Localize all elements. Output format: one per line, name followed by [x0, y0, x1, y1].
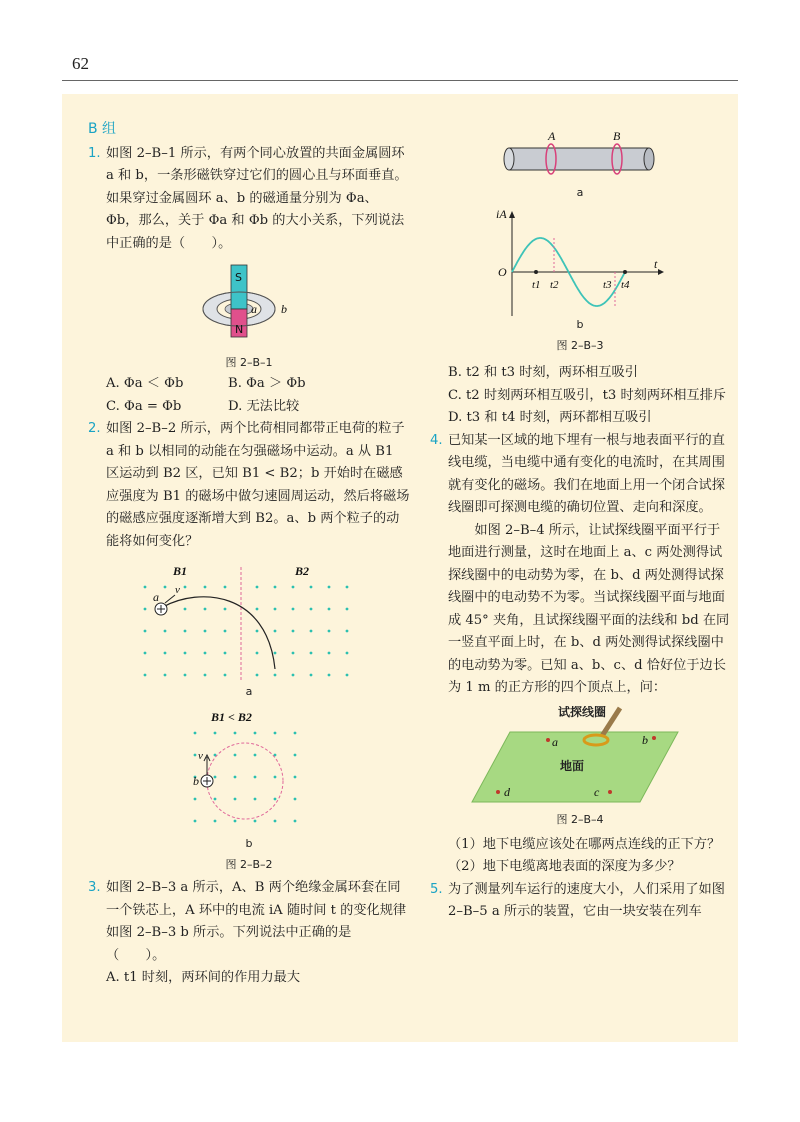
- right-column: [430, 118, 730, 924]
- question-3: [88, 877, 410, 967]
- question-text: 为了测量列车运行的速度大小，人们采用了如图 2–B–5 a 所示的装置，它由一块安装在列车: [448, 881, 725, 919]
- option-c: C. t2 时刻两环相互吸引，t3 时刻两环相互排斥: [448, 387, 726, 403]
- header-rule: [62, 80, 738, 81]
- question-1: [88, 143, 410, 256]
- field-dot: [346, 630, 349, 633]
- field-dot: [194, 754, 197, 757]
- field-dot: [214, 776, 217, 779]
- sub-question-2: （2）地下电缆离地表面的深度为多少？: [448, 859, 681, 874]
- field-dot: [294, 754, 297, 757]
- option-d: D. 无法比较: [228, 398, 300, 414]
- option-b: B. t2 和 t3 时刻，两环相互吸引: [448, 365, 638, 380]
- question-4: [430, 430, 730, 520]
- figure-caption: 图 2–B–2: [225, 858, 273, 871]
- current-time-graph: [490, 208, 670, 318]
- field-relation-label: B1 < B2: [211, 710, 252, 724]
- field-dot: [346, 674, 349, 677]
- field-dot: [274, 674, 277, 677]
- t2-label: t2: [550, 279, 559, 291]
- magnet-rings-diagram: [189, 261, 309, 347]
- field-dot: [346, 586, 349, 589]
- field-dot: [328, 652, 331, 655]
- point-b-label: b: [642, 732, 648, 747]
- field-dot: [346, 608, 349, 611]
- field-dot: [328, 608, 331, 611]
- t4-label: t4: [621, 279, 630, 291]
- subfigure-label: a: [576, 186, 584, 199]
- ground-coil-diagram: [470, 706, 690, 806]
- field-dot: [224, 608, 227, 611]
- field-dot: [234, 754, 237, 757]
- field-dot: [310, 586, 313, 589]
- question-text: 如图 2–B–2 所示，两个比荷相同都带正电荷的粒子 a 和 b 以相同的动能在匀强磁场中运动。a 从 B1 区运动到 B2 区，已知 B1 < B2；b 开始时在磁感应强度为 B1 的磁场中做匀速圆周运动，然后将磁场的磁感应强度逐渐增大到 B2。a、b 两个粒子的动能将如何变化？: [106, 421, 410, 549]
- ring-B-label: B: [613, 129, 621, 143]
- velocity-label: v: [175, 584, 180, 596]
- field-dot: [234, 732, 237, 735]
- field-dot: [294, 820, 297, 823]
- field-dot: [294, 798, 297, 801]
- field-dot: [224, 586, 227, 589]
- question-2: [88, 418, 410, 553]
- circular-motion-diagram: [189, 709, 309, 837]
- subfigure-label: b: [576, 318, 584, 331]
- field-dot: [294, 732, 297, 735]
- b2-label: B2: [295, 565, 310, 578]
- field-dot: [184, 630, 187, 633]
- option-c: C. Φa = Φb: [106, 398, 182, 414]
- sub-question-1: （1）地下电缆应该处在哪两点连线的正下方？: [448, 836, 721, 852]
- field-dot: [214, 732, 217, 735]
- field-dot: [294, 776, 297, 779]
- particle-a-label: a: [153, 590, 159, 604]
- b1-label: B1: [173, 565, 188, 578]
- left-column: [88, 118, 410, 990]
- question-text: 已知某一区域的地下埋有一根与地表面平行的直线电缆，当电缆中通有变化的电流时，在其周围就有变化的磁场。我们在地面上用一个闭合试探线圈即可探测电缆的确切位置、走向和深度。: [448, 432, 725, 515]
- field-dot: [204, 674, 207, 677]
- t3-label: t3: [603, 279, 612, 291]
- particle-b-label: b: [193, 774, 199, 788]
- field-dot: [214, 820, 217, 823]
- field-dot: [224, 630, 227, 633]
- coil-label: 试探线圈: [558, 705, 607, 719]
- field-dot: [194, 732, 197, 735]
- field-dot: [144, 608, 147, 611]
- field-dot: [184, 608, 187, 611]
- origin-label: O: [498, 265, 507, 279]
- point-c-label: c: [594, 784, 600, 799]
- option-a: A. t1 时刻，两环间的作用力最大: [106, 970, 301, 985]
- field-dot: [204, 630, 207, 633]
- field-dot: [184, 674, 187, 677]
- field-dot: [310, 630, 313, 633]
- figure-2-B-1: [88, 261, 410, 371]
- field-dot: [292, 652, 295, 655]
- field-dot: [310, 652, 313, 655]
- field-dot: [256, 652, 259, 655]
- field-dot: [274, 652, 277, 655]
- magnetic-field-regions-diagram: [139, 565, 359, 683]
- field-dot: [144, 652, 147, 655]
- velocity-label: v: [198, 750, 203, 762]
- question-number: 4.: [430, 432, 443, 448]
- field-dot: [274, 820, 277, 823]
- figure-caption: 图 2–B–1: [225, 356, 273, 369]
- field-dot: [256, 586, 259, 589]
- field-dot: [164, 674, 167, 677]
- field-dot: [328, 630, 331, 633]
- field-dot: [184, 586, 187, 589]
- group-title: B 组: [88, 121, 117, 137]
- question-4-paragraph: 如图 2–B–4 所示，让试探线圈平面平行于地面进行测量，这时在地面上 a、c 两处测得试探线圈中的电动势为零，在 b、d 两处测得试探线圈中的电动势不为零。当试探线圈平面与地面成 45° 夹角，且试探线圈平面的法线和 bd 在同一竖直平面上时，在 b、d 两处测得试探线圈中的电动势为零。已知 a、b、c、d 恰好位于边长为 1 m 的正方形的四个顶点上，问：: [448, 522, 730, 695]
- field-dot: [164, 652, 167, 655]
- field-dot: [164, 630, 167, 633]
- field-dot: [274, 776, 277, 779]
- question-5: [430, 879, 730, 924]
- field-dot: [204, 608, 207, 611]
- question-text: 如图 2–B–3 a 所示，A、B 两个绝缘金属环套在同一个铁芯上，A 环中的电流 iA 随时间 t 的变化规律如图 2–B–3 b 所示。下列说法中正确的是（ ）。: [106, 880, 407, 963]
- field-dot: [144, 586, 147, 589]
- figure-2-B-4: [430, 706, 730, 828]
- question-number: 5.: [430, 881, 443, 897]
- field-dot: [234, 820, 237, 823]
- t1-label: t1: [532, 279, 541, 291]
- field-dot: [292, 608, 295, 611]
- field-dot: [256, 674, 259, 677]
- field-dot: [164, 586, 167, 589]
- field-dot: [224, 652, 227, 655]
- field-dot: [292, 674, 295, 677]
- field-dot: [204, 586, 207, 589]
- field-dot: [292, 630, 295, 633]
- option-b: B. Φa ＞ Φb: [228, 376, 306, 391]
- figure-2-B-2a: [88, 565, 410, 699]
- field-dot: [274, 586, 277, 589]
- ring-A-label: A: [548, 129, 556, 143]
- field-dot: [292, 586, 295, 589]
- field-dot: [274, 608, 277, 611]
- field-dot: [346, 652, 349, 655]
- question-text: 如图 2–B–1 所示，有两个同心放置的共面金属圆环 a 和 b，一条形磁铁穿过它们的圆心且与环面垂直。如果穿过金属圆环 a、b 的磁通量分别为 Φa、Φb，那么，关于 Φa 和 Φb 的大小关系，下列说法中正确的是（ ）。: [106, 145, 408, 251]
- field-dot: [214, 798, 217, 801]
- figure-caption: 图 2–B–4: [556, 812, 604, 826]
- question-number: 3.: [88, 880, 101, 895]
- field-dot: [234, 776, 237, 779]
- field-dot: [328, 674, 331, 677]
- field-dot: [274, 630, 277, 633]
- field-dot: [256, 608, 259, 611]
- field-dot: [254, 820, 257, 823]
- magnet-s-label: S: [235, 271, 242, 284]
- figure-2-B-2b: [88, 709, 410, 873]
- ring-a-label: a: [251, 302, 257, 316]
- field-dot: [274, 798, 277, 801]
- magnet-n-label: N: [235, 323, 244, 336]
- field-dot: [144, 630, 147, 633]
- field-dot: [274, 732, 277, 735]
- q1-options: [88, 373, 410, 418]
- field-dot: [328, 586, 331, 589]
- point-d-label: d: [504, 784, 510, 799]
- t-axis-label: t: [654, 257, 658, 271]
- field-dot: [224, 674, 227, 677]
- subfigure-label: b: [245, 837, 253, 850]
- point-a-label: a: [552, 734, 558, 749]
- figure-2-B-3a: [430, 126, 730, 200]
- field-dot: [310, 674, 313, 677]
- question-number: 1.: [88, 145, 101, 161]
- page-number: 62: [72, 54, 89, 73]
- field-dot: [310, 608, 313, 611]
- option-d: D. t3 和 t4 时刻，两环都相互吸引: [448, 410, 652, 425]
- field-dot: [254, 754, 257, 757]
- subfigure-label: a: [245, 685, 253, 698]
- y-axis-label: iA: [496, 208, 507, 221]
- ring-b-label: b: [281, 302, 287, 316]
- field-dot: [234, 798, 237, 801]
- figure-2-B-3b: [430, 208, 730, 354]
- field-dot: [204, 652, 207, 655]
- iron-core-rings-diagram: [495, 126, 665, 184]
- field-dot: [254, 732, 257, 735]
- option-a: A. Φa ＜ Φb: [106, 376, 184, 391]
- field-dot: [194, 798, 197, 801]
- ground-label: 地面: [560, 758, 585, 773]
- field-dot: [184, 652, 187, 655]
- field-dot: [194, 820, 197, 823]
- field-dot: [254, 776, 257, 779]
- figure-caption: 图 2–B–3: [556, 339, 604, 352]
- question-number: 2.: [88, 421, 101, 436]
- field-dot: [254, 798, 257, 801]
- field-dot: [144, 674, 147, 677]
- field-dot: [256, 630, 259, 633]
